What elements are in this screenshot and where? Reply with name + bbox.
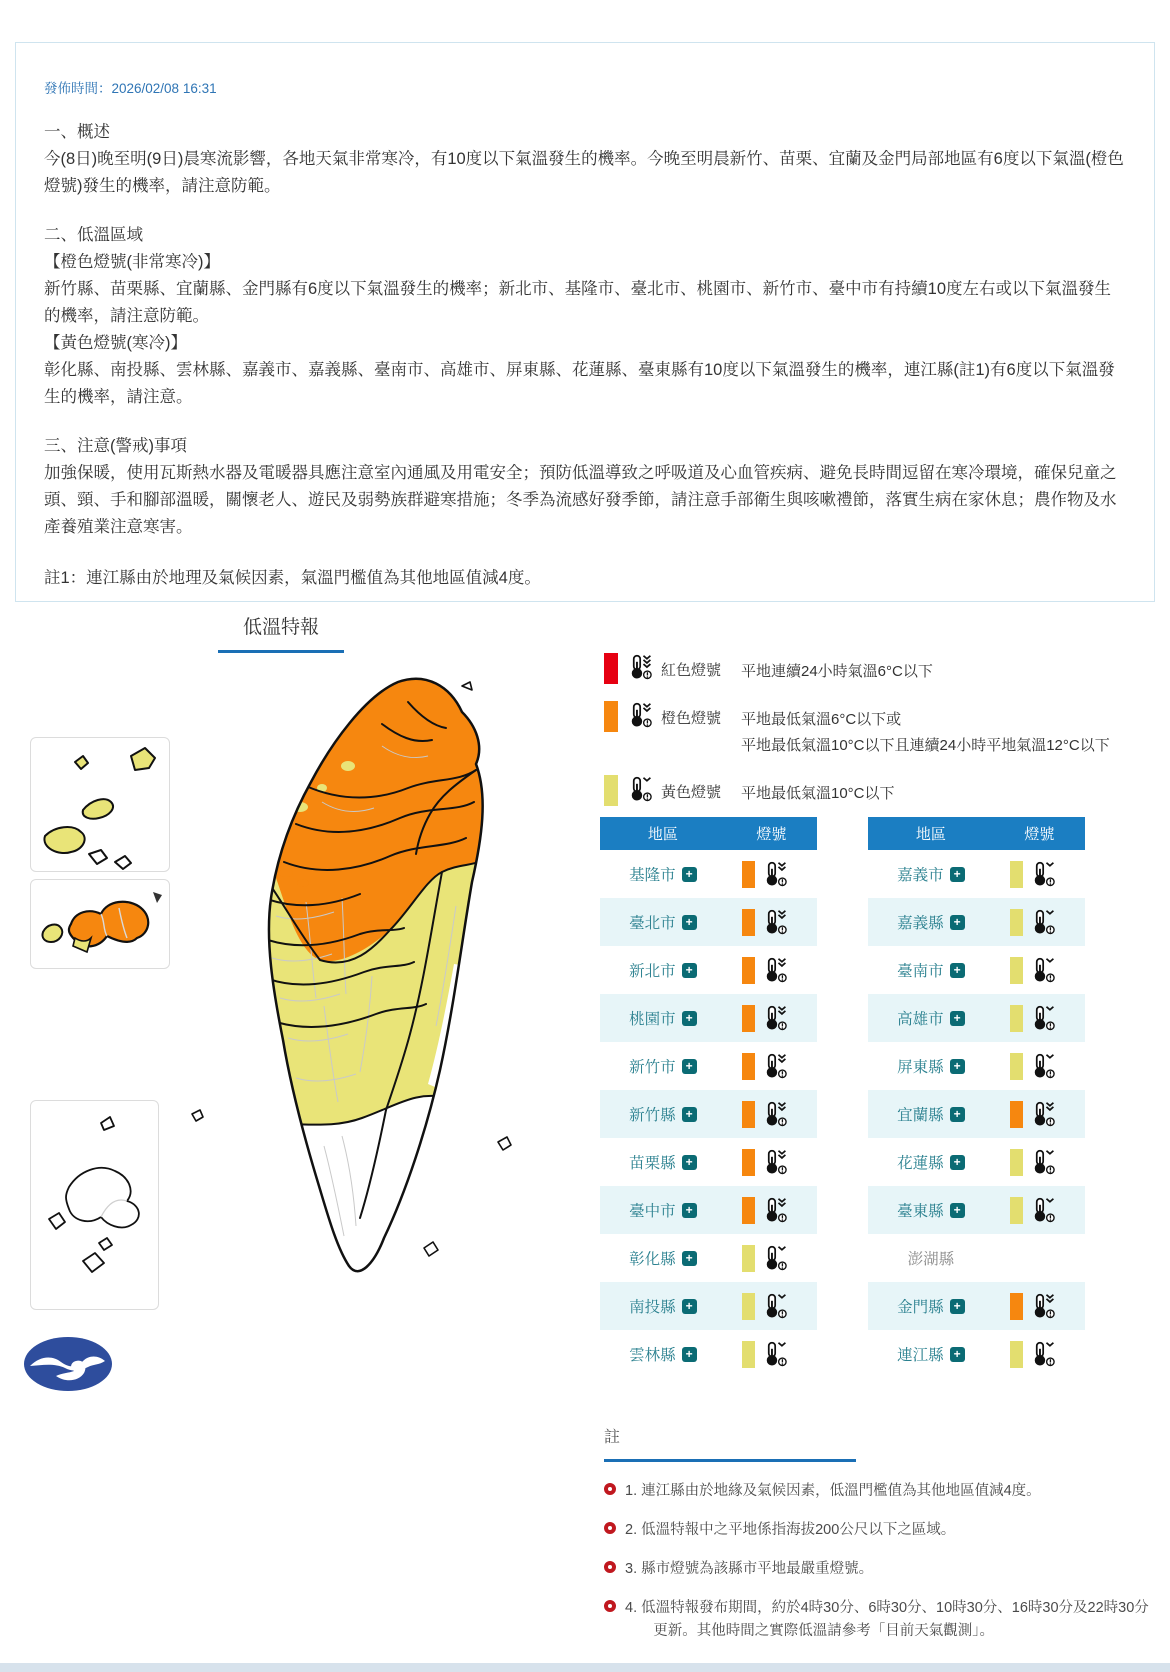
expand-region-button[interactable]: + [682, 1299, 697, 1314]
legend-description: 平地最低氣溫6°C以下或 平地最低氣溫10°C以下且連續24小時平地氣溫12°C以下 [741, 711, 1110, 754]
expand-region-button[interactable]: + [950, 1347, 965, 1362]
thermometer-icon [1030, 957, 1056, 983]
region-label: 臺南市 [897, 963, 944, 980]
table-row [868, 1042, 1085, 1090]
report-paragraph: 今(8日)晚至明(9日)晨寒流影響，各地天氣非常寒冷，有10度以下氣溫發生的機率。今晚至明晨新竹、苗栗、宜蘭及金門局部地區有6度以下氣溫(橙色燈號)發生的機率，請注意防範。 [44, 150, 1124, 195]
notes-list [604, 1480, 1152, 1643]
expand-region-button[interactable]: + [950, 1011, 965, 1026]
signal-swatch-yellow [742, 1245, 755, 1272]
expand-region-button[interactable]: + [682, 1251, 697, 1266]
legend-row [604, 772, 1149, 807]
signal-cell [994, 1005, 1085, 1032]
region-label: 彰化縣 [629, 1251, 676, 1268]
section-heading: 二、低溫區域 [44, 226, 143, 244]
expand-region-button[interactable]: + [682, 1011, 697, 1026]
penghu-inset-map [30, 1100, 159, 1310]
region-label: 新竹市 [629, 1059, 676, 1076]
legend-row [604, 698, 1149, 759]
expand-region-button[interactable]: + [682, 1107, 697, 1122]
region-cell [868, 863, 994, 885]
signal-swatch-orange [1010, 1101, 1023, 1128]
map-title: 低溫特報 [218, 612, 344, 653]
region-label: 嘉義市 [897, 867, 944, 884]
region-cell [600, 911, 726, 933]
signal-table-left [600, 817, 817, 1378]
legend-thermometer [627, 776, 653, 802]
signal-swatch-orange [742, 861, 755, 888]
signal-swatch-yellow [742, 1341, 755, 1368]
thermometer-icon [762, 1101, 788, 1127]
note-item [604, 1480, 1152, 1503]
thermometer-icon [762, 1341, 788, 1367]
signal-cell [726, 1053, 817, 1080]
region-cell [868, 1247, 994, 1269]
expand-region-button[interactable]: + [682, 915, 697, 930]
signal-swatch-yellow [1010, 909, 1023, 936]
note-bullet-icon [604, 1483, 616, 1495]
column-header-region: 地區 [647, 826, 678, 843]
signal-cell [726, 957, 817, 984]
region-cell [600, 959, 726, 981]
note-bullet-icon [604, 1561, 616, 1573]
region-cell [600, 863, 726, 885]
table-row [868, 946, 1085, 994]
thermometer-icon [762, 1005, 788, 1031]
thermometer-icon [762, 861, 788, 887]
table-row [868, 1090, 1085, 1138]
signal-swatch-orange [742, 1101, 755, 1128]
region-cell [868, 1343, 994, 1365]
region-cell [600, 1295, 726, 1317]
table-row [600, 946, 817, 994]
region-label: 臺中市 [629, 1203, 676, 1220]
region-label: 花蓮縣 [897, 1155, 944, 1172]
region-cell [600, 1247, 726, 1269]
column-header-signal: 燈號 [756, 826, 787, 843]
thermometer-icon [762, 957, 788, 983]
notes-section [604, 1424, 1152, 1659]
footer-strip [0, 1663, 1170, 1672]
signal-cell [726, 1005, 817, 1032]
table-row [868, 994, 1085, 1042]
region-label: 屏東縣 [897, 1059, 944, 1076]
signal-cell [726, 1245, 817, 1272]
thermometer-icon [1030, 909, 1056, 935]
thermometer-icon [762, 909, 788, 935]
table-row [600, 850, 817, 898]
signal-cell [726, 861, 817, 888]
thermometer-icon [762, 1293, 788, 1319]
region-cell [600, 1199, 726, 1221]
table-row [600, 1186, 817, 1234]
legend-label: 黃色燈號 [661, 784, 722, 801]
signal-cell [994, 1293, 1085, 1320]
expand-region-button[interactable]: + [682, 1155, 697, 1170]
section-heading: 一、概述 [44, 123, 110, 141]
column-header-region: 地區 [915, 826, 946, 843]
legend-thermometer [627, 654, 653, 680]
note-text: 3. 縣市燈號為該縣市平地最嚴重燈號。 [625, 1561, 874, 1577]
note-item [604, 1558, 1152, 1581]
thermometer-icon [1030, 1149, 1056, 1175]
thermometer-icon [1030, 1101, 1056, 1127]
thermometer-icon [1030, 1005, 1056, 1031]
signal-swatch-yellow [742, 1293, 755, 1320]
expand-region-button[interactable]: + [950, 1155, 965, 1170]
expand-region-button[interactable]: + [950, 963, 965, 978]
region-cell [600, 1055, 726, 1077]
signal-swatch-orange [742, 1149, 755, 1176]
expand-region-button[interactable]: + [682, 1059, 697, 1074]
legend-description: 平地最低氣溫10°C以下 [741, 785, 895, 802]
table-row [868, 1186, 1085, 1234]
region-label: 嘉義縣 [897, 915, 944, 932]
signal-cell [994, 861, 1085, 888]
region-label: 桃園市 [629, 1011, 676, 1028]
legend [604, 650, 1149, 820]
expand-region-button[interactable]: + [950, 1059, 965, 1074]
signal-cell [994, 1149, 1085, 1176]
signal-cell [726, 909, 817, 936]
signal-cell [994, 1341, 1085, 1368]
signal-cell [726, 1293, 817, 1320]
report-footnote: 註1：連江縣由於地理及氣候因素，氣溫門檻值為其他地區值減4度。 [44, 569, 541, 587]
signal-cell [994, 1197, 1085, 1224]
notes-heading: 註 [604, 1424, 856, 1462]
table-row [600, 1234, 817, 1282]
expand-region-button[interactable]: + [682, 1203, 697, 1218]
expand-region-button[interactable]: + [950, 1299, 965, 1314]
region-label: 南投縣 [629, 1299, 676, 1316]
signal-cell [726, 1101, 817, 1128]
table-row [868, 1234, 1085, 1282]
report-paragraph: 【黃色燈號(寒冷)】 [44, 334, 187, 352]
region-cell [868, 1103, 994, 1125]
cwa-logo-icon [22, 1335, 114, 1393]
thermometer-icon [762, 1053, 788, 1079]
table-row [600, 1330, 817, 1378]
signal-swatch-yellow [1010, 1053, 1023, 1080]
region-label: 金門縣 [897, 1299, 944, 1316]
expand-region-button[interactable]: + [950, 915, 965, 930]
signal-swatch-orange [742, 1005, 755, 1032]
thermometer-icon [627, 776, 653, 802]
section-heading: 三、注意(警戒)事項 [44, 437, 187, 455]
table-row [600, 1090, 817, 1138]
signal-cell [726, 1341, 817, 1368]
region-cell [868, 1295, 994, 1317]
region-label: 澎湖縣 [907, 1251, 955, 1268]
note-item [604, 1519, 1152, 1542]
table-header [600, 817, 817, 850]
thermometer-icon [762, 1197, 788, 1223]
region-label: 宜蘭縣 [897, 1107, 944, 1124]
thermometer-icon [627, 702, 653, 728]
region-label: 苗栗縣 [629, 1155, 676, 1172]
thermometer-icon [1030, 1341, 1056, 1367]
region-label: 新竹縣 [629, 1107, 676, 1124]
legend-swatch-yellow [604, 775, 618, 806]
signal-swatch-yellow [1010, 1341, 1023, 1368]
note-bullet-icon [604, 1600, 616, 1612]
region-cell [868, 959, 994, 981]
thermometer-icon [1030, 1053, 1056, 1079]
expand-region-button[interactable]: + [682, 963, 697, 978]
thermometer-icon [762, 1245, 788, 1271]
publish-time: 發佈時間：2026/02/08 16:31 [44, 81, 217, 96]
region-cell [600, 1103, 726, 1125]
table-row [868, 898, 1085, 946]
taiwan-map[interactable] [146, 666, 560, 1316]
table-row [600, 1282, 817, 1330]
signal-table-right [868, 817, 1085, 1378]
signal-swatch-yellow [1010, 1149, 1023, 1176]
signal-swatch-orange [742, 1197, 755, 1224]
signal-cell [994, 1053, 1085, 1080]
expand-region-button[interactable]: + [950, 867, 965, 882]
region-cell [868, 1151, 994, 1173]
report-paragraph: 彰化縣、南投縣、雲林縣、嘉義市、嘉義縣、臺南市、高雄市、屏東縣、花蓮縣、臺東縣有10度以下氣溫發生的機率，連江縣(註1)有6度以下氣溫發生的機率，請注意。 [44, 361, 1115, 406]
expand-region-button[interactable]: + [950, 1203, 965, 1218]
region-label: 臺北市 [629, 915, 676, 932]
thermometer-icon [1030, 861, 1056, 887]
table-row [600, 1138, 817, 1186]
legend-label: 紅色燈號 [661, 662, 722, 679]
note-text: 1. 連江縣由於地緣及氣候因素，低溫門檻值為其他地區值減4度。 [625, 1483, 1041, 1499]
signal-cell [994, 1101, 1085, 1128]
table-row [868, 1330, 1085, 1378]
legend-row [604, 650, 1149, 685]
table-row [600, 994, 817, 1042]
signal-cell [994, 909, 1085, 936]
legend-thermometer [627, 702, 653, 728]
table-row [600, 1042, 817, 1090]
region-label: 臺東縣 [897, 1203, 944, 1220]
region-cell [868, 1007, 994, 1029]
signal-swatch-yellow [1010, 1005, 1023, 1032]
note-item [604, 1597, 1152, 1643]
table-header [868, 817, 1085, 850]
region-cell [868, 1199, 994, 1221]
region-label: 雲林縣 [629, 1347, 676, 1364]
region-label: 高雄市 [897, 1011, 944, 1028]
report-sections [44, 119, 1126, 541]
region-label: 連江縣 [897, 1347, 944, 1364]
signal-cell [726, 1197, 817, 1224]
region-label: 基隆市 [629, 867, 676, 884]
expand-region-button[interactable]: + [682, 867, 697, 882]
signal-swatch-orange [742, 909, 755, 936]
region-cell [600, 1007, 726, 1029]
note-text: 4. 低溫特報發布期間，約於4時30分、6時30分、10時30分、16時30分及22時30分更新。其他時間之實際低溫請參考「目前天氣觀測」。 [625, 1600, 1149, 1639]
region-cell [600, 1151, 726, 1173]
signal-swatch-orange [1010, 1293, 1023, 1320]
table-row [868, 1138, 1085, 1186]
report-box [15, 42, 1155, 602]
expand-region-button[interactable]: + [682, 1347, 697, 1362]
table-row [868, 850, 1085, 898]
signal-swatch-yellow [1010, 1197, 1023, 1224]
signal-cell [994, 957, 1085, 984]
signal-swatch-orange [742, 957, 755, 984]
expand-region-button[interactable]: + [950, 1107, 965, 1122]
note-text: 2. 低溫特報中之平地係指海拔200公尺以下之區域。 [625, 1522, 956, 1538]
signal-swatch-yellow [1010, 957, 1023, 984]
signal-swatch-yellow [1010, 861, 1023, 888]
report-paragraph: 【橙色燈號(非常寒冷)】 [44, 253, 220, 271]
report-paragraph: 新竹縣、苗栗縣、宜蘭縣、金門縣有6度以下氣溫發生的機率；新北市、基隆市、臺北市、桃園市、新竹市、臺中市有持續10度左右或以下氣溫發生的機率，請注意防範。 [44, 280, 1112, 325]
region-label: 新北市 [629, 963, 676, 980]
region-cell [868, 911, 994, 933]
legend-swatch-red [604, 653, 618, 684]
thermometer-icon [1030, 1293, 1056, 1319]
thermometer-icon [627, 654, 653, 680]
legend-label: 橙色燈號 [661, 710, 722, 727]
signal-swatch-orange [742, 1053, 755, 1080]
report-paragraph: 加強保暖，使用瓦斯熱水器及電暖器具應注意室內通風及用電安全；預防低溫導致之呼吸道及心血管疾病、避免長時間逗留在寒冷環境，確保兒童之頭、頸、手和腳部溫暖，關懷老人、遊民及弱勢族群避寒措施；冬季為流感好發季節，請注意手部衛生與咳嗽禮節，落實生病在家休息；農作物及水產養殖業注意寒害。 [44, 464, 1117, 536]
note-bullet-icon [604, 1522, 616, 1534]
signal-cell [726, 1149, 817, 1176]
thermometer-icon [762, 1149, 788, 1175]
column-header-signal: 燈號 [1024, 826, 1055, 843]
table-row [868, 1282, 1085, 1330]
region-cell [868, 1055, 994, 1077]
thermometer-icon [1030, 1197, 1056, 1223]
region-cell [600, 1343, 726, 1365]
legend-swatch-orange [604, 701, 618, 732]
legend-description: 平地連續24小時氣溫6°C以下 [741, 663, 933, 680]
table-row [600, 898, 817, 946]
